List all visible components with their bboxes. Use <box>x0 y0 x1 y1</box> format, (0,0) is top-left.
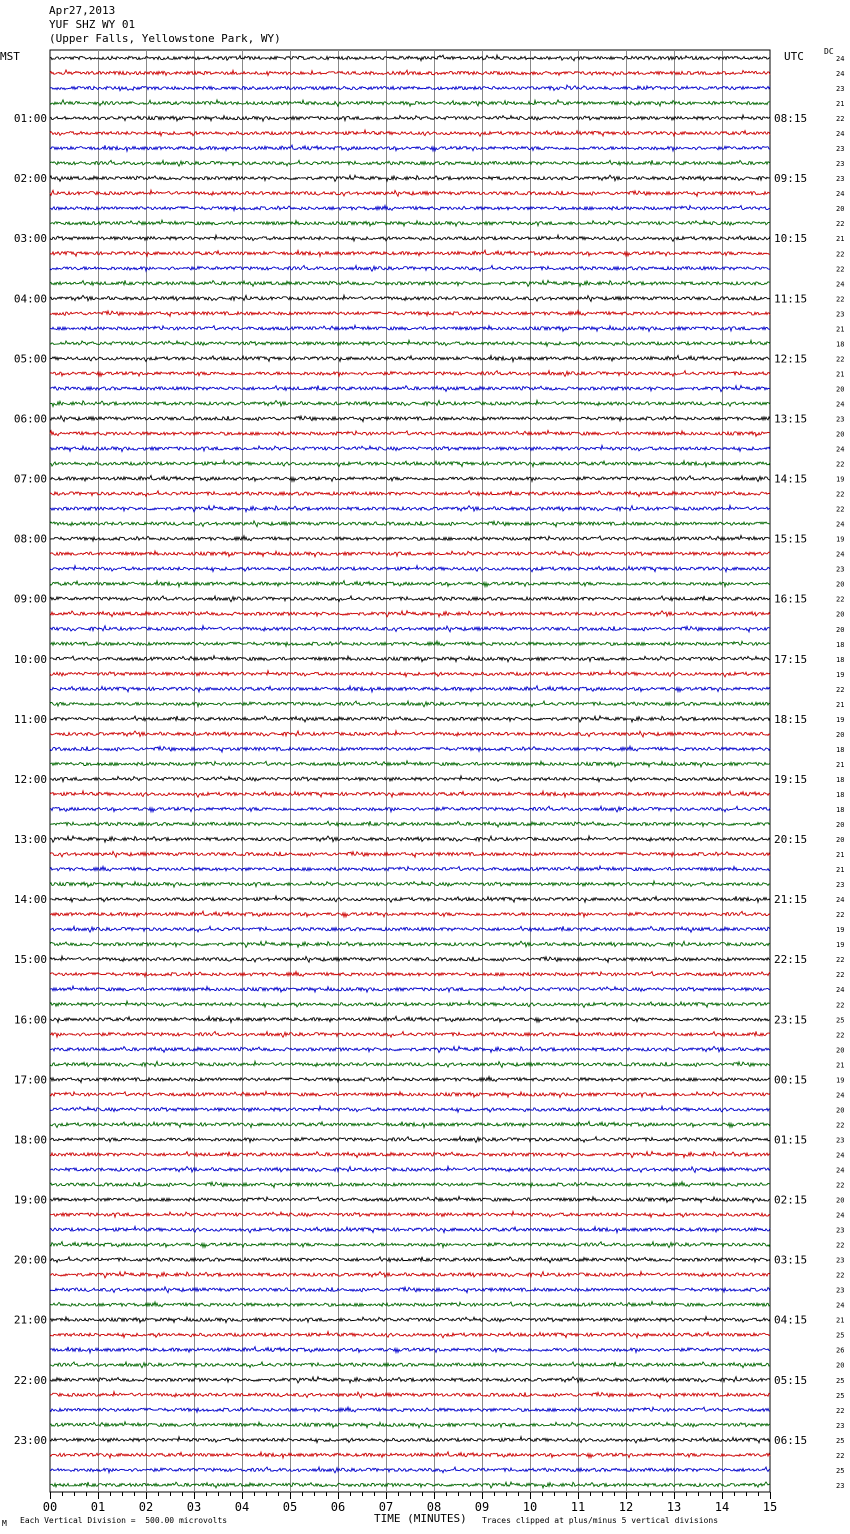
seismic-trace <box>50 175 770 181</box>
mst-hour-label: 14:00 <box>13 893 47 907</box>
seismic-trace <box>50 1001 770 1007</box>
dc-offset-label: 24 <box>836 280 845 289</box>
x-tick-label: 06 <box>330 1500 346 1514</box>
mst-hour-label: 22:00 <box>13 1373 47 1387</box>
seismic-trace <box>50 956 770 962</box>
seismic-trace <box>50 671 770 677</box>
seismic-trace <box>50 85 770 91</box>
dc-offset-label: 20 <box>836 610 845 619</box>
seismic-trace <box>50 701 770 707</box>
dc-offset-label: 22 <box>836 115 845 124</box>
seismic-trace <box>50 190 770 196</box>
seismic-trace <box>50 1182 770 1188</box>
dc-offset-label: 22 <box>836 505 845 514</box>
footer-mark: M <box>2 1519 7 1528</box>
dc-offset-label: 23 <box>836 145 845 154</box>
seismic-trace <box>50 536 770 542</box>
scale-note: Each Vertical Division = 500.00 microvolts <box>20 1516 228 1525</box>
mst-hour-label: 16:00 <box>13 1013 47 1027</box>
seismic-trace <box>50 881 770 887</box>
dc-offset-label: 20 <box>836 730 845 739</box>
seismic-trace <box>50 986 770 992</box>
seismic-trace <box>50 355 770 361</box>
x-tick-label: 13 <box>666 1500 682 1514</box>
dc-offset-label: 24 <box>836 1211 845 1220</box>
seismic-trace <box>50 476 770 482</box>
dc-offset-label: 24 <box>836 1166 845 1175</box>
location-label: (Upper Falls, Yellowstone Park, WY) <box>49 32 281 45</box>
dc-offset-label: 22 <box>836 490 845 499</box>
mst-hour-label: 13:00 <box>13 833 47 847</box>
seismic-trace <box>50 1467 770 1473</box>
seismic-trace <box>50 371 770 377</box>
dc-offset-label: 24 <box>836 1301 845 1310</box>
dc-offset-label: 24 <box>836 896 845 905</box>
seismic-trace <box>50 1347 770 1353</box>
seismic-trace <box>50 941 770 947</box>
seismic-trace <box>50 551 770 557</box>
dc-axis-label: DC <box>824 47 834 56</box>
mst-hour-label: 06:00 <box>13 412 47 426</box>
seismic-trace <box>50 295 770 301</box>
dc-offset-label: 22 <box>836 1406 845 1415</box>
utc-hour-label: 12:15 <box>774 352 808 366</box>
dc-offset-label: 23 <box>836 1421 845 1430</box>
seismic-trace <box>50 1452 770 1458</box>
seismic-trace <box>50 686 770 692</box>
seismic-trace <box>50 250 770 256</box>
dc-offset-label: 18 <box>836 806 845 814</box>
seismic-trace <box>50 115 770 121</box>
dc-offset-label: 22 <box>836 265 845 274</box>
seismic-trace <box>50 1377 770 1383</box>
seismic-trace <box>50 1091 770 1097</box>
x-tick-label: 12 <box>618 1500 634 1514</box>
seismic-trace <box>50 896 770 902</box>
utc-hour-label: 17:15 <box>774 652 808 666</box>
seismic-trace <box>50 926 770 932</box>
mst-hour-label: 23:00 <box>13 1433 47 1447</box>
seismic-trace <box>50 1302 770 1307</box>
dc-offset-label: 18 <box>836 745 845 754</box>
dc-offset-label: 20 <box>836 1046 845 1055</box>
seismic-trace <box>50 1226 770 1232</box>
seismic-trace <box>50 1031 770 1037</box>
dc-offset-label: 24 <box>836 520 845 529</box>
seismic-trace <box>50 1061 770 1067</box>
dc-offset-label: 19 <box>836 941 845 950</box>
utc-hour-label: 05:15 <box>774 1373 808 1387</box>
dc-offset-label: 21 <box>836 100 845 109</box>
mst-hour-label: 17:00 <box>13 1073 47 1087</box>
x-tick-label: 04 <box>234 1500 250 1514</box>
seismic-trace <box>50 130 770 136</box>
dc-offset-label: 25 <box>836 1016 845 1025</box>
seismic-trace <box>50 1152 770 1158</box>
dc-offset-label: 24 <box>836 550 845 559</box>
dc-offset-label: 21 <box>836 325 845 334</box>
seismic-trace <box>50 1196 770 1202</box>
dc-offset-label: 19 <box>836 670 845 679</box>
seismic-trace <box>50 1392 770 1398</box>
seismic-trace <box>50 460 770 466</box>
utc-hour-label: 01:15 <box>774 1133 808 1147</box>
utc-hour-label: 23:15 <box>774 1013 808 1027</box>
dc-offset-label: 23 <box>836 881 845 890</box>
dc-offset-label: 23 <box>836 415 845 424</box>
seismic-trace <box>50 866 770 871</box>
mst-hour-label: 18:00 <box>13 1133 47 1147</box>
mst-hour-label: 03:00 <box>13 232 47 246</box>
seismic-trace <box>50 1242 770 1248</box>
dc-offset-label: 25 <box>836 1391 845 1400</box>
seismic-trace <box>50 566 770 572</box>
dc-offset-label: 21 <box>836 866 845 875</box>
dc-offset-label: 24 <box>836 400 845 409</box>
dc-offset-label: 26 <box>836 1346 845 1355</box>
dc-offset-label: 22 <box>836 220 845 229</box>
seismic-trace <box>50 1362 770 1368</box>
dc-offset-label: 24 <box>836 986 845 995</box>
seismic-trace <box>50 1137 770 1143</box>
seismic-trace <box>50 491 770 497</box>
seismic-trace <box>50 325 770 331</box>
dc-offset-label: 24 <box>836 70 845 79</box>
seismic-trace <box>50 611 770 617</box>
dc-offset-label: 20 <box>836 1106 845 1115</box>
dc-offset-label: 23 <box>836 1286 845 1295</box>
seismic-trace <box>50 266 770 272</box>
seismic-trace <box>50 596 770 602</box>
dc-offset-label: 19 <box>836 1076 845 1085</box>
seismic-trace <box>50 521 770 527</box>
seismic-trace <box>50 160 770 166</box>
dc-offset-label: 18 <box>836 655 845 664</box>
dc-offset-label: 21 <box>836 851 845 860</box>
seismic-trace <box>50 506 770 512</box>
x-axis-title: TIME (MINUTES) <box>374 1512 467 1525</box>
mst-hour-label: 01:00 <box>13 112 47 126</box>
dc-offset-label: 22 <box>836 460 845 469</box>
dc-offset-label: 22 <box>836 971 845 980</box>
dc-offset-label: 19 <box>836 715 845 724</box>
x-tick-label: 01 <box>90 1500 106 1514</box>
seismic-trace <box>50 911 770 917</box>
x-tick-label: 08 <box>426 1500 442 1514</box>
dc-offset-label: 18 <box>836 640 845 649</box>
dc-offset-label: 19 <box>836 475 845 484</box>
mst-hour-label: 15:00 <box>13 953 47 967</box>
seismic-trace <box>50 1166 770 1172</box>
dc-offset-label: 25 <box>836 1436 845 1445</box>
dc-offset-label: 23 <box>836 1256 845 1265</box>
seismic-trace <box>50 1046 770 1052</box>
seismic-trace <box>50 746 770 752</box>
seismic-trace <box>50 235 770 241</box>
utc-hour-label: 06:15 <box>774 1433 808 1447</box>
seismic-trace <box>50 220 770 226</box>
seismic-trace <box>50 280 770 286</box>
dc-offset-label: 22 <box>836 911 845 920</box>
dc-offset-label: 20 <box>836 385 845 394</box>
clip-note: Traces clipped at plus/minus 5 vertical divisions <box>482 1516 719 1525</box>
seismic-trace <box>50 206 770 211</box>
dc-offset-label: 21 <box>836 700 845 709</box>
x-tick-label: 03 <box>186 1500 202 1514</box>
dc-offset-label: 22 <box>836 355 845 364</box>
utc-hour-label: 03:15 <box>774 1253 808 1267</box>
dc-offset-label: 20 <box>836 625 845 634</box>
dc-offset-label: 21 <box>836 235 845 244</box>
utc-hour-label: 20:15 <box>774 833 808 847</box>
dc-offset-label: 23 <box>836 160 845 169</box>
seismic-trace <box>50 1287 770 1293</box>
dc-offset-label: 22 <box>836 1241 845 1250</box>
utc-hour-label: 11:15 <box>774 292 808 306</box>
dc-offset-label: 22 <box>836 685 845 694</box>
dc-offset-label: 20 <box>836 821 845 830</box>
utc-hour-label: 10:15 <box>774 232 808 246</box>
seismic-trace <box>50 430 770 436</box>
seismic-trace <box>50 1437 770 1443</box>
mst-hour-label: 21:00 <box>13 1313 47 1327</box>
mst-hour-label: 10:00 <box>13 652 47 666</box>
seismic-trace <box>50 1016 770 1022</box>
seismic-trace <box>50 1272 770 1278</box>
dc-offset-label: 20 <box>836 205 845 214</box>
mst-hour-label: 11:00 <box>13 712 47 726</box>
seismic-trace <box>50 386 770 392</box>
dc-offset-label: 22 <box>836 1001 845 1010</box>
dc-offset-label: 24 <box>836 1091 845 1100</box>
seismic-trace <box>50 821 770 827</box>
dc-offset-label: 21 <box>836 760 845 769</box>
seismic-trace <box>50 806 770 812</box>
dc-offset-label: 25 <box>836 1466 845 1475</box>
seismic-trace <box>50 791 770 797</box>
dc-offset-label: 23 <box>836 1226 845 1235</box>
seismic-trace <box>50 416 770 422</box>
dc-offset-label: 18 <box>836 775 845 784</box>
utc-hour-label: 13:15 <box>774 412 808 426</box>
dc-offset-label: 18 <box>836 790 845 799</box>
dc-offset-label: 24 <box>836 55 845 63</box>
seismic-trace <box>50 776 770 782</box>
seismic-trace <box>50 445 770 451</box>
seismic-trace <box>50 1121 770 1127</box>
seismic-trace <box>50 641 770 646</box>
dc-offset-label: 22 <box>836 1271 845 1280</box>
mst-hour-label: 19:00 <box>13 1193 47 1207</box>
seismic-trace <box>50 626 770 632</box>
dc-offset-label: 24 <box>836 130 845 139</box>
dc-offset-label: 24 <box>836 445 845 454</box>
seismic-trace <box>50 1332 770 1338</box>
dc-offset-label: 23 <box>836 1481 845 1490</box>
x-tick-label: 05 <box>282 1500 298 1514</box>
x-tick-label: 02 <box>138 1500 154 1514</box>
seismic-trace <box>50 1317 770 1323</box>
dc-offset-label: 19 <box>836 535 845 544</box>
mst-hour-label: 20:00 <box>13 1253 47 1267</box>
seismic-trace <box>50 1482 770 1488</box>
dc-offset-label: 22 <box>836 1121 845 1130</box>
dc-offset-label: 21 <box>836 1061 845 1070</box>
utc-hour-label: 21:15 <box>774 893 808 907</box>
x-tick-label: 07 <box>378 1500 394 1514</box>
seismic-trace <box>50 836 770 842</box>
seismic-trace <box>50 1407 770 1412</box>
dc-offset-label: 21 <box>836 1316 845 1325</box>
dc-offset-label: 22 <box>836 956 845 965</box>
utc-axis-label: UTC <box>784 50 804 63</box>
mst-hour-label: 09:00 <box>13 592 47 606</box>
mst-hour-label: 07:00 <box>13 472 47 486</box>
dc-offset-label: 22 <box>836 1451 845 1460</box>
utc-hour-label: 16:15 <box>774 592 808 606</box>
station-label: YUF SHZ WY 01 <box>49 18 136 31</box>
x-tick-label: 15 <box>762 1500 778 1514</box>
seismic-trace <box>50 1422 770 1428</box>
seismic-trace <box>50 55 770 61</box>
dc-offset-label: 22 <box>836 1031 845 1040</box>
seismic-trace <box>50 656 770 662</box>
dc-offset-label: 22 <box>836 1181 845 1190</box>
seismic-trace <box>50 400 770 406</box>
dc-offset-label: 20 <box>836 1361 845 1370</box>
seismic-trace <box>50 581 770 587</box>
dc-offset-label: 22 <box>836 295 845 304</box>
dc-offset-label: 20 <box>836 580 845 589</box>
utc-hour-label: 19:15 <box>774 772 808 786</box>
seismic-trace <box>50 851 770 857</box>
utc-hour-label: 04:15 <box>774 1313 808 1327</box>
seismic-trace <box>50 340 770 346</box>
dc-offset-label: 23 <box>836 1136 845 1145</box>
x-tick-label: 10 <box>522 1500 538 1514</box>
mst-axis-label: MST <box>0 50 20 63</box>
seismic-trace <box>50 972 770 977</box>
seismic-trace <box>50 100 770 106</box>
dc-offset-label: 20 <box>836 836 845 845</box>
dc-offset-label: 24 <box>836 1151 845 1160</box>
utc-hour-label: 22:15 <box>774 953 808 967</box>
utc-hour-label: 02:15 <box>774 1193 808 1207</box>
dc-offset-label: 22 <box>836 250 845 259</box>
dc-offset-label: 24 <box>836 190 845 199</box>
utc-hour-label: 00:15 <box>774 1073 808 1087</box>
utc-hour-label: 09:15 <box>774 172 808 186</box>
dc-offset-label: 20 <box>836 430 845 439</box>
dc-offset-label: 21 <box>836 370 845 379</box>
dc-offset-label: 22 <box>836 595 845 604</box>
x-tick-label: 09 <box>474 1500 490 1514</box>
seismic-trace <box>50 1106 770 1112</box>
seismic-trace <box>50 716 770 722</box>
seismic-trace <box>50 1077 770 1083</box>
dc-offset-label: 25 <box>836 1376 845 1385</box>
mst-hour-label: 02:00 <box>13 172 47 186</box>
mst-hour-label: 12:00 <box>13 772 47 786</box>
utc-hour-label: 15:15 <box>774 532 808 546</box>
utc-hour-label: 08:15 <box>774 112 808 126</box>
seismic-trace <box>50 70 770 76</box>
seismic-trace <box>50 1257 770 1263</box>
utc-hour-label: 14:15 <box>774 472 808 486</box>
dc-offset-label: 23 <box>836 310 845 319</box>
seismic-trace <box>50 731 770 737</box>
x-tick-label: 14 <box>714 1500 730 1514</box>
dc-offset-label: 23 <box>836 175 845 184</box>
mst-hour-label: 08:00 <box>13 532 47 546</box>
dc-offset-label: 25 <box>836 1331 845 1340</box>
utc-hour-label: 18:15 <box>774 712 808 726</box>
dc-offset-label: 23 <box>836 565 845 574</box>
mst-hour-label: 05:00 <box>13 352 47 366</box>
dc-offset-label: 18 <box>836 340 845 349</box>
seismic-trace <box>50 145 770 151</box>
dc-offset-label: 23 <box>836 85 845 94</box>
seismic-trace <box>50 761 770 767</box>
seismic-trace <box>50 1212 770 1218</box>
x-tick-label: 11 <box>570 1500 586 1514</box>
dc-offset-label: 20 <box>836 1196 845 1205</box>
seismic-trace <box>50 311 770 317</box>
date-label: Apr27,2013 <box>49 4 116 17</box>
dc-offset-label: 19 <box>836 926 845 935</box>
mst-hour-label: 04:00 <box>13 292 47 306</box>
x-tick-label: 00 <box>42 1500 58 1514</box>
